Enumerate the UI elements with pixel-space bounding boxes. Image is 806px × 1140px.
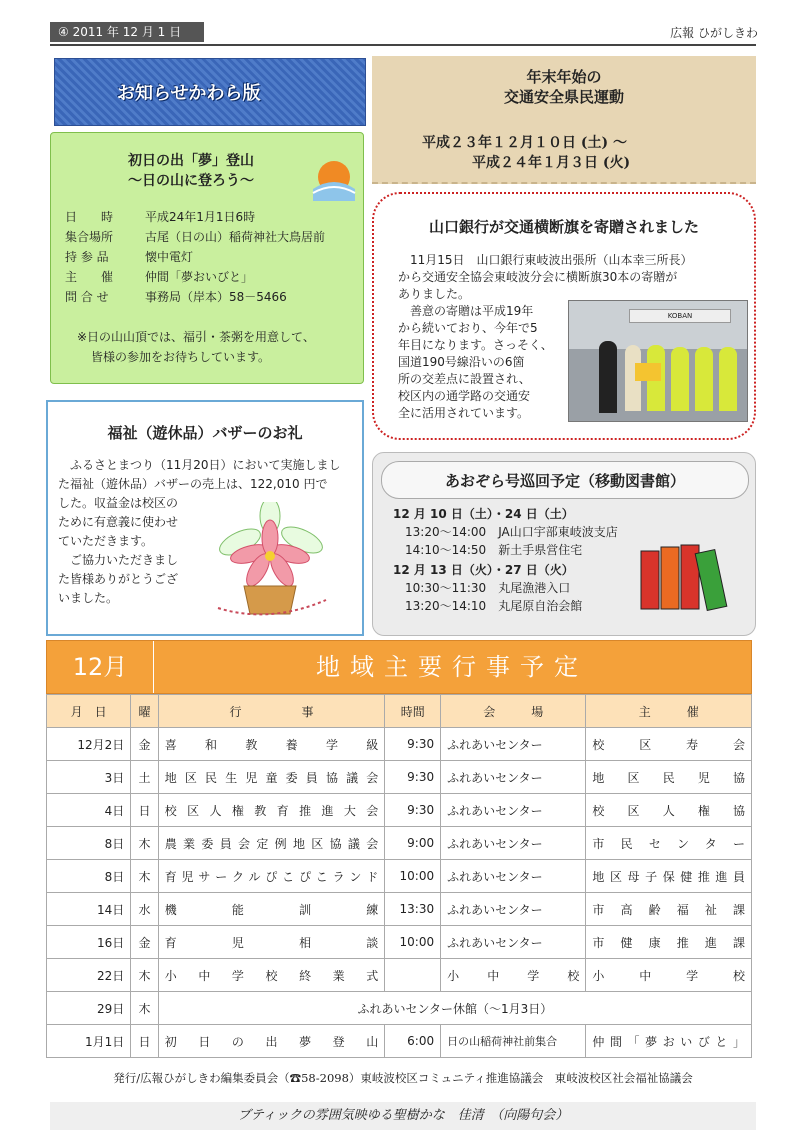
- cell-dow: 木: [131, 959, 158, 992]
- cell-closure-notice: ふれあいセンター休館（～1月3日）: [158, 992, 751, 1025]
- cell-event: 育児相談: [158, 926, 385, 959]
- first-sunrise-title: [81, 151, 301, 191]
- schedule-place: 丸尾漁港入口: [498, 581, 571, 595]
- first-sunrise-box: [50, 132, 364, 384]
- table-row: [47, 860, 752, 893]
- info-row: [65, 227, 325, 247]
- bank-line: から続いており、今年で5: [398, 321, 538, 335]
- note-line2: 皆様の参加をお待ちしています。: [91, 350, 271, 364]
- cell-dow: 水: [131, 893, 158, 926]
- bazaar-line: いました。: [58, 591, 119, 605]
- events-section: [46, 640, 752, 1058]
- books-icon: [639, 541, 739, 611]
- info-row: [65, 287, 287, 307]
- schedule-place: 丸尾原自治会館: [498, 599, 583, 613]
- traffic-period-end: 平成２４年１月３日 (火): [472, 155, 631, 171]
- table-row: [47, 959, 752, 992]
- cell-date: 22日: [47, 959, 131, 992]
- cell-event: 校区人権教育推進大会: [158, 794, 385, 827]
- col-dow: 曜: [131, 695, 158, 728]
- cell-event: 機能訓練: [158, 893, 385, 926]
- traffic-line1: 年末年始の: [526, 68, 602, 86]
- cell-host: 地区母子保健推進員: [586, 860, 752, 893]
- mobile-library-box: [372, 452, 756, 636]
- cell-dow: 木: [131, 827, 158, 860]
- kawara-banner: [54, 58, 366, 126]
- crossing-flags: [635, 363, 661, 381]
- cell-time: 13:30: [385, 893, 441, 926]
- bazaar-line: ご協力いただきまし: [70, 553, 179, 567]
- schedule-place: JA山口宇部東岐波支店: [498, 525, 618, 539]
- schedule-row: [393, 541, 618, 559]
- first-sunrise-title-line1: 初日の出「夢」登山: [128, 153, 254, 169]
- info-key: 問 合 せ: [65, 290, 109, 304]
- library-title-bar: [381, 461, 749, 499]
- cell-date: 16日: [47, 926, 131, 959]
- cell-venue: 小中学校: [441, 959, 586, 992]
- bank-line: ありました。: [398, 287, 471, 301]
- cell-host: 仲間「夢おいびと」: [586, 1025, 752, 1058]
- library-title: あおぞら号巡回予定（移動図書館）: [444, 472, 685, 490]
- cell-date: 12月2日: [47, 728, 131, 761]
- cell-date: 14日: [47, 893, 131, 926]
- schedule-time: 10:30～11:30: [405, 581, 487, 595]
- table-row: [47, 761, 752, 794]
- bazaar-line: た皆様ありがとうござ: [58, 572, 179, 586]
- info-key: 集合場所: [65, 230, 114, 244]
- cell-date: 8日: [47, 860, 131, 893]
- cell-dow: 木: [131, 992, 158, 1025]
- bank-line: 所の交差点に設置され、: [398, 372, 531, 386]
- person-figure: [671, 347, 689, 411]
- bank-line: 国道190号線沿いの6箇: [398, 355, 525, 369]
- cell-venue: ふれあいセンター: [441, 893, 586, 926]
- table-row: [47, 827, 752, 860]
- table-row: [47, 794, 752, 827]
- bank-line: から交通安全協会東岐波分会に横断旗30本の寄贈が: [398, 270, 678, 284]
- col-time: 時間: [385, 695, 441, 728]
- cell-dow: 木: [131, 860, 158, 893]
- person-figure: [719, 347, 737, 411]
- first-sunrise-title-line2: ～日の山に登ろう～: [128, 173, 254, 189]
- cell-venue: ふれあいセンター: [441, 761, 586, 794]
- cell-venue: ふれあいセンター: [441, 794, 586, 827]
- cell-date: 4日: [47, 794, 131, 827]
- publication-name: 広報 ひがしきわ: [670, 26, 758, 40]
- col-host: 主 催: [586, 695, 752, 728]
- bank-line: 年目になります。さっそく、: [398, 338, 553, 352]
- cell-date: 29日: [47, 992, 131, 1025]
- table-row: [47, 1025, 752, 1058]
- cell-time: 9:30: [385, 794, 441, 827]
- library-schedule: [393, 505, 618, 615]
- cell-dow: 日: [131, 1025, 158, 1058]
- cell-dow: 土: [131, 761, 158, 794]
- bank-line: 11月15日 山口銀行東岐波出張所（山本幸三所長）: [410, 253, 693, 267]
- info-value: 古尾（日の山）稲荷神社大鳥居前: [145, 230, 326, 244]
- events-header: [46, 640, 752, 694]
- header-divider: [50, 44, 756, 46]
- cell-venue: ふれあいセンター: [441, 860, 586, 893]
- schedule-time: 13:20～14:10: [405, 599, 487, 613]
- bazaar-title: 福祉（遊休品）バザーのお礼: [107, 424, 303, 442]
- traffic-period-start: 平成２３年１２月１０日 (土) ～: [422, 135, 627, 151]
- info-key: 主 催: [65, 270, 114, 284]
- person-figure: [695, 347, 713, 411]
- info-key: 持 参 品: [65, 250, 109, 264]
- poinsettia-illustration: [210, 502, 330, 620]
- cell-venue: ふれあいセンター: [441, 827, 586, 860]
- cell-host: 市健康推進課: [586, 926, 752, 959]
- cell-dow: 日: [131, 794, 158, 827]
- cell-dow: 金: [131, 926, 158, 959]
- bank-line: 校区内の通学路の交通安: [398, 389, 531, 403]
- issue-date: ④ 2011 年 12 月 1 日: [50, 22, 204, 42]
- cell-dow: 金: [131, 728, 158, 761]
- events-table-header: [47, 695, 752, 728]
- info-value: 仲間「夢おいびと」: [145, 270, 254, 284]
- bazaar-line: ていただきます。: [58, 534, 154, 548]
- cell-time: [385, 959, 441, 992]
- schedule-time: 14:10～14:50: [405, 543, 487, 557]
- haiku-line: ブティックの雰囲気映ゆる聖樹かな 佳清 （向陽句会）: [50, 1102, 756, 1130]
- traffic-line2: 交通安全県民運動: [503, 88, 624, 106]
- schedule-date: 12 月 10 日（土）・24 日（土）: [393, 507, 574, 521]
- cell-host: 校区寿会: [586, 728, 752, 761]
- cell-venue: ふれあいセンター: [441, 728, 586, 761]
- cell-event: 喜和教養学級: [158, 728, 385, 761]
- info-value: 懐中電灯: [145, 250, 194, 264]
- cell-date: 3日: [47, 761, 131, 794]
- cell-event: 育児サークルぴこぴこランド: [158, 860, 385, 893]
- cell-time: 9:00: [385, 827, 441, 860]
- bank-donation-box: [372, 192, 756, 440]
- table-row: [47, 893, 752, 926]
- cell-time: 9:30: [385, 728, 441, 761]
- info-row: [65, 247, 193, 267]
- sunrise-icon: [311, 155, 357, 201]
- table-row: [47, 992, 752, 1025]
- cell-host: 地区民児協: [586, 761, 752, 794]
- bazaar-line: ために有意義に使わせ: [58, 515, 179, 529]
- cell-venue: 日の山稲荷神社前集合: [441, 1025, 586, 1058]
- bazaar-line: た福祉（遊休品）バザーの売上は、122,010 円で: [58, 477, 328, 491]
- cell-event: 農業委員会定例地区協議会: [158, 827, 385, 860]
- schedule-row: [393, 579, 618, 597]
- cell-time: 6:00: [385, 1025, 441, 1058]
- info-value: 平成24年1月1日6時: [145, 210, 256, 224]
- col-venue: 会 場: [441, 695, 586, 728]
- cell-host: 市民センター: [586, 827, 752, 860]
- koban-sign: KOBAN: [629, 309, 731, 323]
- kawara-title: お知らせかわら版: [117, 83, 261, 104]
- cell-venue: ふれあいセンター: [441, 926, 586, 959]
- cell-date: 1月1日: [47, 1025, 131, 1058]
- cell-date: 8日: [47, 827, 131, 860]
- cell-time: 10:00: [385, 926, 441, 959]
- events-title: 地域主要行事予定: [316, 653, 588, 681]
- events-month: 12月: [47, 641, 154, 693]
- traffic-safety-notice: [372, 56, 756, 184]
- cell-host: 小中学校: [586, 959, 752, 992]
- donation-photo: [568, 300, 748, 422]
- bank-line: 全に活用されています。: [398, 406, 530, 420]
- person-figure: [599, 341, 617, 413]
- schedule-place: 新土手県営住宅: [498, 543, 583, 557]
- schedule-row: [393, 597, 618, 615]
- bazaar-line: した。収益金は校区の: [58, 496, 179, 510]
- col-date: 月 日: [47, 695, 131, 728]
- info-row: [65, 267, 253, 287]
- cell-event: 初日の出夢登山: [158, 1025, 385, 1058]
- bazaar-line: ふるさとまつり（11月20日）において実施しまし: [70, 458, 341, 472]
- cell-host: 校区人権協: [586, 794, 752, 827]
- cell-time: 10:00: [385, 860, 441, 893]
- info-row: [65, 207, 255, 227]
- cell-host: 市高齢福祉課: [586, 893, 752, 926]
- schedule-time: 13:20～14:00: [405, 525, 487, 539]
- cell-event: 地区民生児童委員協議会: [158, 761, 385, 794]
- info-value: 事務局（岸本）58－5466: [145, 290, 287, 304]
- cell-time: 9:30: [385, 761, 441, 794]
- col-event: 行 事: [158, 695, 385, 728]
- table-row: [47, 728, 752, 761]
- events-table: [46, 694, 752, 1058]
- publisher-line: 発行/広報ひがしきわ編集委員会（☎58-2098）東岐波校区コミュニティ推進協議会 東岐波校区社会福祉協議会: [113, 1071, 693, 1085]
- cell-event: 小中学校終業式: [158, 959, 385, 992]
- bank-line: 善意の寄贈は平成19年: [410, 304, 534, 318]
- schedule-row: [393, 523, 618, 541]
- info-key: 日 時: [65, 210, 114, 224]
- note-line1: ※日の山山頂では、福引・茶粥を用意して、: [77, 330, 315, 344]
- schedule-date: 12 月 13 日（火）・27 日（火）: [393, 563, 574, 577]
- bank-title: 山口銀行が交通横断旗を寄贈されました: [428, 218, 699, 236]
- bazaar-thanks-box: [46, 400, 364, 636]
- table-row: [47, 926, 752, 959]
